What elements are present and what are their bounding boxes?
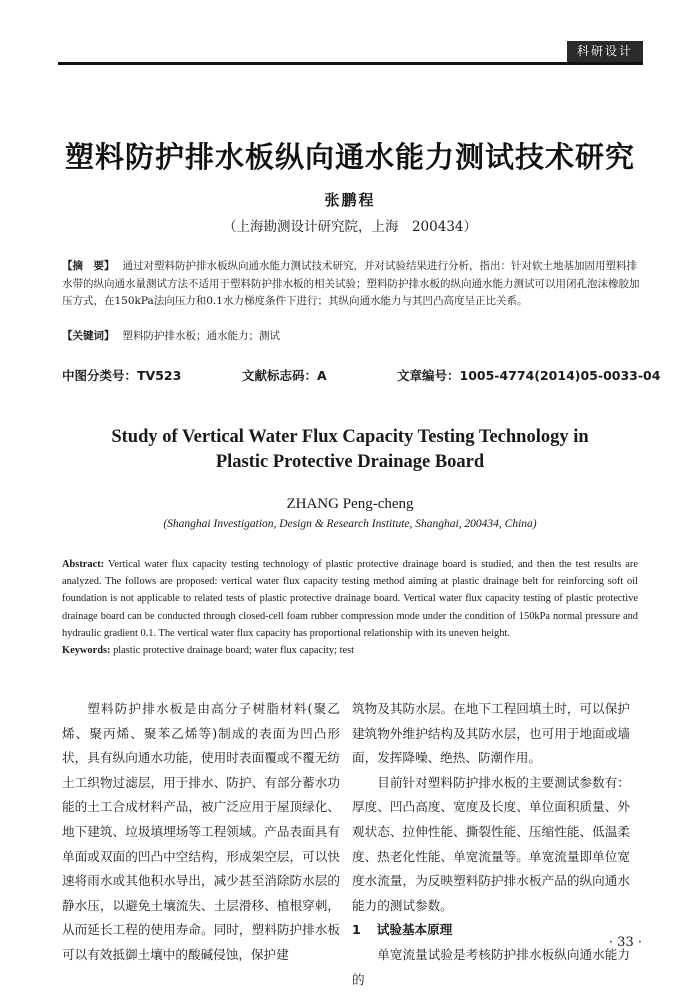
author-chinese: 张鹏程 bbox=[324, 191, 376, 209]
title-english bbox=[0, 425, 700, 475]
abstract-english-text: Vertical water flux capacity testing technology of plastic protective drainage board is studied, and then the test results are analyzed. The follows are proposed: vertical water flux capacity testing method aiming at plastic drainage belt for reinforcing soft oil foundation is not applicable to related tests of plastic protective drainage board. Vertical water flux capacity testing of plastic protective drainage board can be conducted through closed-cell foam rubber compression mode under the condition of 150kPa normal pressure and hydraulic gradient 0.1. The vertical water flux capacity has proportional relationship with its uneven height. bbox=[62, 559, 638, 639]
body-paragraph: 目前针对塑料防护排水板的主要测试参数有：厚度、凹凸高度、宽度及长度、单位面积质量、外观状态、拉伸性能、撕裂性能、压缩性能、低温柔度、热老化性能、单宽流量等。单宽流量即单位宽度水流量，为反映塑料防护排水板产品的纵向通水能力的测试参数。 bbox=[352, 774, 630, 913]
header-rule bbox=[58, 62, 643, 65]
keywords-chinese-label: 【关键词】 bbox=[62, 330, 115, 342]
body-paragraph: 单宽流量试验是考核防护排水板纵向通水能力的 bbox=[352, 946, 630, 987]
abstract-chinese-label: 【摘 要】 bbox=[62, 260, 115, 272]
title-english-line1: Study of Vertical Water Flux Capacity Testing Technology in bbox=[111, 427, 589, 447]
keywords-chinese bbox=[62, 328, 640, 346]
abstract-chinese bbox=[62, 258, 640, 311]
clc-number: 中图分类号：TV523 bbox=[62, 368, 182, 383]
keywords-english-label: Keywords: bbox=[62, 645, 111, 657]
keywords-english-text: plastic protective drainage board; water flux capacity; test bbox=[113, 645, 354, 657]
title-english-line2: Plastic Protective Drainage Board bbox=[215, 452, 485, 472]
section-title: 试验基本原理 bbox=[376, 922, 453, 938]
body-paragraph: 塑料防护排水板是由高分子树脂材料(聚乙烯、聚丙烯、聚苯乙烯等)制成的表面为凹凸形状，具有纵向通水功能，使用时表面覆或不覆无纺土工织物过滤层，用于排水、防护、有部分蓄水功能的土工合成材料产品，被广泛应用于屋顶绿化、地下建筑、垃圾填埋场等工程领域。产品表面具有单面或双面的凹凸中空结构，形成架空层，可以快速将雨水或其他积水导出，减少甚至消除防水层的静水压，以避免土壤流失、土层滑移、植根穿刺，从而延长工程的使用寿命。同时，塑料防护排水板可以有效抵御土壤中的酸碱侵蚀，保护建 bbox=[62, 701, 340, 962]
keywords-chinese-text: 塑料防护排水板；通水能力；测试 bbox=[122, 330, 280, 342]
body-column-left bbox=[62, 697, 340, 968]
abstract-english bbox=[62, 556, 638, 659]
section-label: 科研设计 bbox=[567, 41, 643, 62]
affiliation-chinese: （上海勘测设计研究院，上海 200434） bbox=[222, 219, 478, 235]
section-heading bbox=[352, 918, 630, 943]
abstract-english-label: Abstract: bbox=[62, 559, 105, 570]
body-paragraph: 筑物及其防水层。在地下工程回填土时，可以保护建筑物外维护结构及其防水层，也可用于地面或墙面，发挥降噪、绝热、防潮作用。 bbox=[352, 701, 630, 766]
article-number: 文章编号：1005-4774(2014)05-0033-04 bbox=[397, 368, 661, 383]
document-code: 文献标志码：A bbox=[242, 368, 327, 383]
page-number: · 33 · bbox=[608, 935, 642, 950]
affiliation-english: (Shanghai Investigation, Design & Research Institute, Shanghai, 200434, China) bbox=[163, 518, 537, 530]
title-chinese: 塑料防护排水板纵向通水能力测试技术研究 bbox=[64, 140, 635, 174]
section-number: 1 bbox=[352, 922, 361, 938]
author-english: ZHANG Peng-cheng bbox=[286, 496, 414, 512]
abstract-chinese-text: 通过对塑料防护排水板纵向通水能力测试技术研究，并对试验结果进行分析，指出：针对软土地基加固用塑料排水带的纵向通水量测试方法不适用于塑料防护排水板的相关试验；塑料防护排水板的纵向通水能力测试可以用闭孔泡沫橡胶加压方式，在150kPa法向压力和0.1水力梯度条件下进行；其纵向通水能力与其凹凸高度呈正比关系。 bbox=[62, 260, 640, 307]
body-column-right bbox=[352, 697, 630, 992]
